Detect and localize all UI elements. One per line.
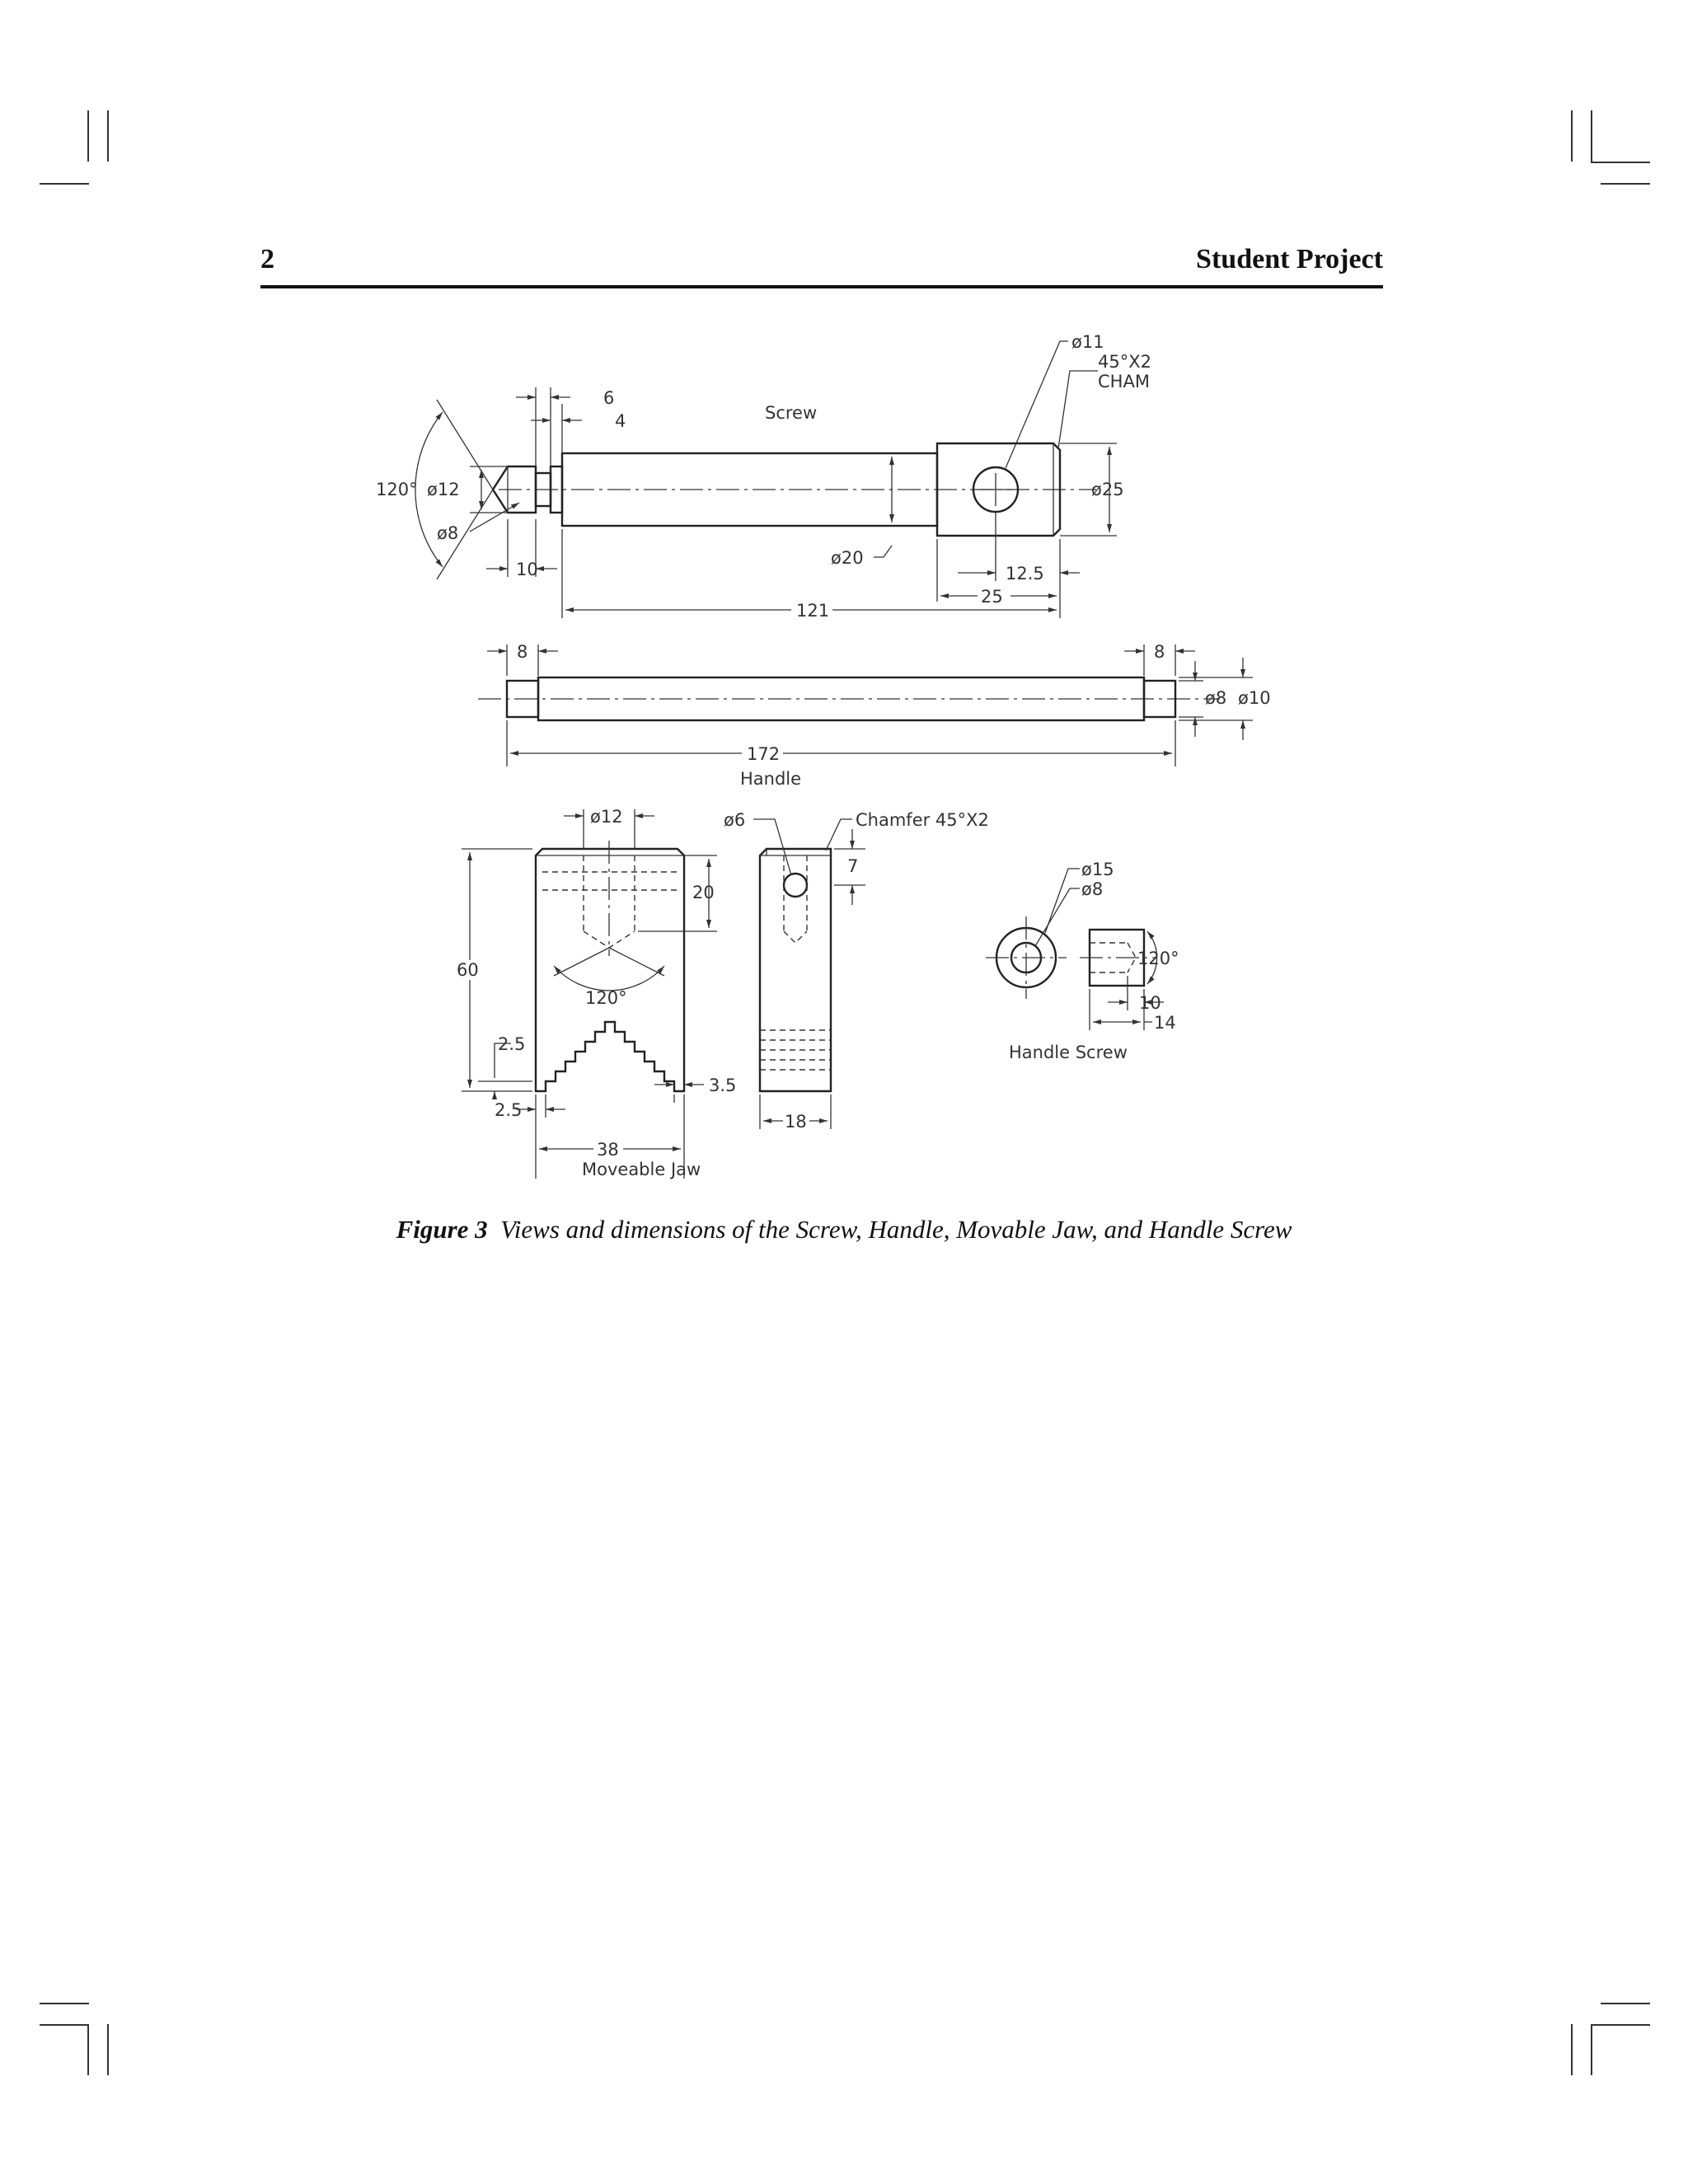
jaw-dim-2-5-vertical: 2.5 xyxy=(498,1034,526,1054)
handle-screw-dim-dia15: ø15 xyxy=(1081,860,1114,879)
screw-dim-angle: 120° xyxy=(376,480,418,499)
screw-title: Screw xyxy=(765,403,818,423)
screw-dim-6: 6 xyxy=(603,388,615,408)
technical-drawing xyxy=(346,321,1335,1187)
handle-screw-dim-angle: 120° xyxy=(1137,949,1179,968)
jaw-dim-60: 60 xyxy=(457,960,479,980)
crop-mark xyxy=(107,2024,109,2075)
crop-mark xyxy=(40,183,89,185)
running-title: Student Project xyxy=(1196,244,1383,274)
jaw-title: Moveable Jaw xyxy=(582,1160,701,1179)
screw-dim-25: 25 xyxy=(981,587,1003,607)
movable-jaw-view xyxy=(455,807,989,1179)
caption-label: Figure 3 xyxy=(396,1215,488,1244)
crop-mark xyxy=(107,110,109,162)
jaw-dim-38: 38 xyxy=(597,1140,619,1160)
handle-screw-dim-14: 14 xyxy=(1154,1013,1176,1033)
crop-mark xyxy=(87,2024,89,2075)
screw-dim-12-5: 12.5 xyxy=(1006,564,1044,583)
jaw-dim-dia6: ø6 xyxy=(724,810,746,830)
screw-dim-dia11: ø11 xyxy=(1071,332,1104,352)
jaw-dim-18: 18 xyxy=(785,1112,807,1132)
crop-mark xyxy=(1571,110,1573,162)
crop-mark xyxy=(1591,162,1650,163)
crop-mark xyxy=(40,2003,89,2004)
screw-view xyxy=(376,332,1151,621)
handle-dim-dia10: ø10 xyxy=(1238,688,1271,708)
page-number: 2 xyxy=(260,244,274,274)
caption-text: Views and dimensions of the Screw, Handle, Movable Jaw, and Handle Screw xyxy=(500,1215,1292,1244)
handle-view xyxy=(478,642,1271,789)
jaw-dim-20: 20 xyxy=(692,883,715,902)
crop-mark xyxy=(1591,2024,1650,2026)
handle-screw-view xyxy=(986,860,1179,1062)
figure-caption xyxy=(0,1215,1688,1244)
crop-mark xyxy=(1591,2024,1592,2075)
screw-dim-dia25: ø25 xyxy=(1091,480,1124,499)
header-rule xyxy=(260,285,1383,288)
handle-dim-172: 172 xyxy=(747,744,781,764)
crop-mark xyxy=(1591,110,1592,162)
screw-dim-10: 10 xyxy=(516,560,538,579)
jaw-dim-dia12: ø12 xyxy=(590,807,623,827)
jaw-dim-angle: 120° xyxy=(585,988,627,1008)
crop-mark xyxy=(1571,2024,1573,2075)
screw-chamfer-line1: 45°X2 xyxy=(1098,352,1151,372)
handle-screw-dim-10: 10 xyxy=(1139,993,1161,1013)
screw-dim-dia12: ø12 xyxy=(427,480,460,499)
jaw-dim-7: 7 xyxy=(847,856,859,876)
crop-mark xyxy=(87,110,89,162)
handle-dim-8-left: 8 xyxy=(517,642,528,662)
crop-mark xyxy=(1601,2003,1650,2004)
handle-dim-dia8: ø8 xyxy=(1205,688,1227,708)
handle-title: Handle xyxy=(740,769,802,789)
jaw-chamfer: Chamfer 45°X2 xyxy=(856,810,989,830)
jaw-dim-3-5: 3.5 xyxy=(709,1076,737,1095)
page-header xyxy=(260,244,1383,285)
jaw-dim-2-5-horizontal: 2.5 xyxy=(495,1100,523,1120)
screw-dim-dia20: ø20 xyxy=(831,548,864,568)
handle-screw-dim-dia8: ø8 xyxy=(1081,879,1104,899)
crop-mark xyxy=(1601,183,1650,185)
screw-dim-4: 4 xyxy=(615,411,626,431)
handle-dim-8-right: 8 xyxy=(1154,642,1165,662)
screw-dim-121: 121 xyxy=(796,601,830,621)
screw-dim-dia8: ø8 xyxy=(437,523,459,543)
crop-mark xyxy=(40,2024,89,2026)
screw-chamfer-line2: CHAM xyxy=(1098,372,1150,391)
handle-screw-title: Handle Screw xyxy=(1009,1043,1128,1062)
